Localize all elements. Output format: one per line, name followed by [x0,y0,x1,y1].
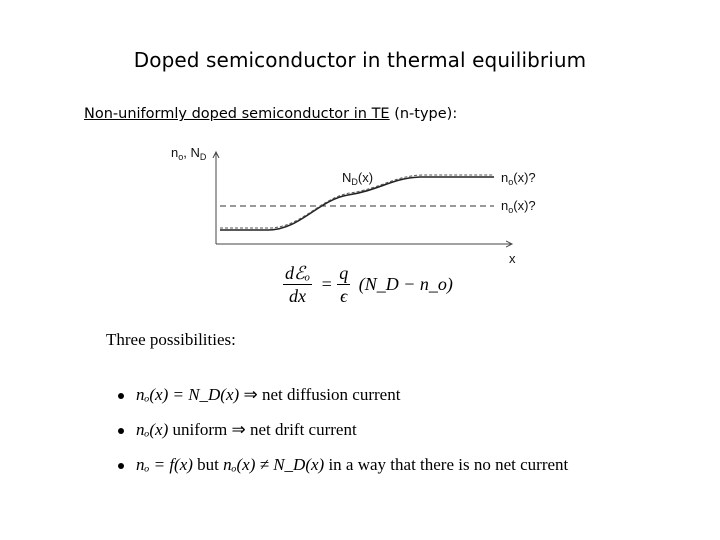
subtitle-rest: (n-type): [389,106,458,122]
equation-lhs-fraction [283,262,312,307]
possibilities-heading: Three possibilities: [106,330,236,349]
subtitle-underlined: Non-uniformly doped semiconductor in TE [84,106,390,122]
equation-eps: ϵ [340,286,348,306]
equation-q: q [339,263,349,283]
equation-paren: (N_D − n_o) [358,274,453,294]
y-axis-label: $n_o$, $N_D$ [171,145,207,162]
no-label-bottom: $n_o(x)$? [501,198,536,215]
list-item: nₒ(x) = N_D(x) ⇒ net diffusion current [116,384,636,406]
slide-title: Doped semiconductor in thermal equilibrium [133,48,587,72]
list-item: nₒ = f(x) but nₒ(x) ≠ N_D(x) in a way that there is no net current [116,454,636,476]
equation-denominator: dx [289,286,307,306]
no-label-top: $n_o(x)$? [501,170,536,187]
nd-curve-label: $N_D(x)$ [342,170,374,187]
equation-q-over-eps [337,262,350,307]
gauss-law-equation [283,262,453,307]
possibilities-list [116,384,636,489]
x-axis-label: x [509,251,516,266]
equation-numerator: dℰₒ [285,263,311,283]
equation-equals: = [320,274,333,294]
list-item: nₒ(x) uniform ⇒ net drift current [116,419,636,441]
